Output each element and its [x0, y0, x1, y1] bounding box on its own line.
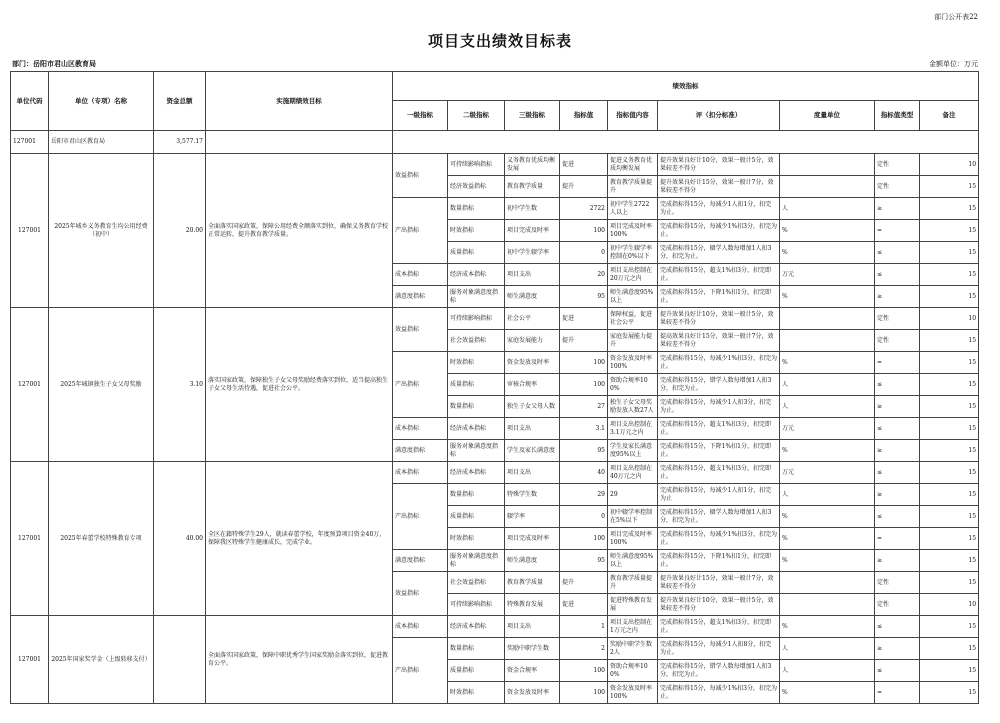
table-row: [11, 308, 979, 330]
scoring-standard-cell: 提升效果良好计10分，效果一般计5分，效果较差不得分: [658, 154, 780, 176]
scoring-standard-cell: 完成指标得15分，超支1%扣3分，扣完即止。: [658, 462, 780, 484]
indicator-value-cell: 100: [560, 374, 608, 396]
level2-indicator-cell: 质量指标: [448, 660, 505, 682]
indicator-content-cell: 促进特殊教育发展: [608, 594, 658, 616]
indicator-value-cell: 3.1: [560, 418, 608, 440]
level3-indicator-cell: 社会公平: [505, 308, 560, 330]
indicator-content-cell: 奖励中职学生数2人: [608, 638, 658, 660]
indicator-value-cell: 27: [560, 396, 608, 418]
indicator-content-cell: 家庭发展能力提升: [608, 330, 658, 352]
table-row: [11, 462, 979, 484]
form-number-label: 部门公开表22: [934, 13, 978, 21]
level3-indicator-cell: 特殊学生数: [505, 484, 560, 506]
level1-indicator-cell: 满意度指标: [393, 440, 448, 462]
measure-unit-cell: 人: [780, 638, 875, 660]
scoring-standard-cell: 完成指标得15分，下降1%扣1分，扣完即止。: [658, 550, 780, 572]
indicator-content-cell: 资助合规率100%: [608, 374, 658, 396]
remark-cell: 15: [920, 572, 979, 594]
value-type-cell: 定性: [875, 154, 920, 176]
indicator-value-cell: 100: [560, 352, 608, 374]
remark-cell: 15: [920, 264, 979, 286]
indicator-value-cell: 提升: [560, 330, 608, 352]
scoring-standard-cell: 完成指标得15分，每减少1人扣3分，扣完为止。: [658, 396, 780, 418]
indicator-value-cell: 促进: [560, 308, 608, 330]
value-type-cell: ≥: [875, 198, 920, 220]
indicator-content-cell: 项目支出控制在1万元之内: [608, 616, 658, 638]
measure-unit-cell: 人: [780, 396, 875, 418]
unit-amount-cell: 3,577.17: [154, 131, 206, 154]
level2-indicator-cell: 经济成本指标: [448, 418, 505, 440]
indicator-value-cell: 2: [560, 638, 608, 660]
indicator-value-cell: 促进: [560, 594, 608, 616]
indicator-value-cell: 95: [560, 550, 608, 572]
level3-indicator-cell: 义务教育优质均衡发展: [505, 154, 560, 176]
remark-cell: 15: [920, 418, 979, 440]
col-goal: 实施期绩效目标: [206, 72, 393, 131]
indicator-value-cell: 100: [560, 220, 608, 242]
value-type-cell: 定性: [875, 572, 920, 594]
scoring-standard-cell: 完成指标得15分，每减少1人扣1分，扣完为止。: [658, 198, 780, 220]
remark-cell: 15: [920, 462, 979, 484]
level2-indicator-cell: 数量指标: [448, 396, 505, 418]
value-type-cell: ≤: [875, 462, 920, 484]
project-name-cell: 2025年春蕾学校特殊教育专项: [49, 462, 154, 616]
measure-unit-cell: 人: [780, 374, 875, 396]
remark-cell: 15: [920, 220, 979, 242]
value-type-cell: 定性: [875, 330, 920, 352]
level2-indicator-cell: 经济效益指标: [448, 176, 505, 198]
measure-unit-cell: %: [780, 550, 875, 572]
indicator-content-cell: 资金发放及时率100%: [608, 682, 658, 704]
indicator-content-cell: 项目完成及时率100%: [608, 220, 658, 242]
project-goal-cell: 全面落实国家政策，保障中职优秀学生国家奖励金落实到位，促进教育公平。: [206, 616, 393, 704]
indicator-content-cell: 项目支出控制在20万元之内: [608, 264, 658, 286]
level1-indicator-cell: 成本指标: [393, 264, 448, 286]
indicator-value-cell: 29: [560, 484, 608, 506]
scoring-standard-cell: 完成指标得15分，超支1%扣3分，扣完即止。: [658, 616, 780, 638]
scoring-standard-cell: 完成指标得15分，下降1%扣1分，扣完即止。: [658, 440, 780, 462]
level2-indicator-cell: 质量指标: [448, 374, 505, 396]
level3-indicator-cell: 师生满意度: [505, 550, 560, 572]
scoring-standard-cell: 提升效果良好计15分，效果一般计7分，效果较差不得分: [658, 176, 780, 198]
scoring-standard-cell: 完成指标得15分，错学人数每增加1人扣3分，扣完为止。: [658, 374, 780, 396]
col-unit-code: 单位代码: [11, 72, 49, 131]
page-title: 项目支出绩效目标表: [427, 32, 572, 50]
project-amount-cell: [154, 616, 206, 704]
level3-indicator-cell: 项目支出: [505, 616, 560, 638]
indicator-content-cell: 29: [608, 484, 658, 506]
col-level3: 三级指标: [505, 101, 560, 131]
measure-unit-cell: [780, 594, 875, 616]
level1-indicator-cell: 成本指标: [393, 616, 448, 638]
indicator-value-cell: 提升: [560, 572, 608, 594]
empty-cell: [393, 131, 979, 154]
value-type-cell: ≤: [875, 616, 920, 638]
level2-indicator-cell: 数量指标: [448, 484, 505, 506]
project-amount-cell: 20.00: [154, 154, 206, 308]
value-type-cell: ≥: [875, 396, 920, 418]
level3-indicator-cell: 初中学生辍学率: [505, 242, 560, 264]
level1-indicator-cell: 产出指标: [393, 198, 448, 264]
measure-unit-cell: 人: [780, 660, 875, 682]
level2-indicator-cell: 时效指标: [448, 682, 505, 704]
level1-indicator-cell: 产出指标: [393, 484, 448, 550]
indicator-content-cell: 初中学生2722人以上: [608, 198, 658, 220]
scoring-standard-cell: 完成指标得15分，错学人数每增加1人扣3分，扣完为止。: [658, 660, 780, 682]
remark-cell: 10: [920, 154, 979, 176]
value-type-cell: ≥: [875, 484, 920, 506]
level3-indicator-cell: 家庭发展能力: [505, 330, 560, 352]
measure-unit-cell: [780, 572, 875, 594]
scoring-standard-cell: 完成指标得15分，每减少1人扣1分，扣完为止: [658, 484, 780, 506]
measure-unit-cell: [780, 176, 875, 198]
scoring-standard-cell: 完成指标得15分，超支1%扣3分，扣完即止。: [658, 264, 780, 286]
remark-cell: 15: [920, 330, 979, 352]
scoring-standard-cell: 完成指标得15分，每减少1%扣3分，扣完为止。: [658, 220, 780, 242]
measure-unit-cell: %: [780, 242, 875, 264]
scoring-standard-cell: 完成指标得15分，每减少1人扣8分，扣完为止。: [658, 638, 780, 660]
measure-unit-cell: %: [780, 506, 875, 528]
level3-indicator-cell: 项目完成及时率: [505, 528, 560, 550]
value-type-cell: 定性: [875, 594, 920, 616]
remark-cell: 15: [920, 550, 979, 572]
project-name-cell: 2025年国家奖学金（上级转移支付）: [49, 616, 154, 704]
measure-unit-cell: %: [780, 616, 875, 638]
indicator-value-cell: 95: [560, 286, 608, 308]
level3-indicator-cell: 初中学生数: [505, 198, 560, 220]
measure-unit-cell: 人: [780, 198, 875, 220]
remark-cell: 15: [920, 660, 979, 682]
level2-indicator-cell: 经济成本指标: [448, 264, 505, 286]
level2-indicator-cell: 服务对象满意度指标: [448, 286, 505, 308]
value-type-cell: 定性: [875, 176, 920, 198]
level1-indicator-cell: 效益指标: [393, 572, 448, 616]
measure-unit-cell: [780, 308, 875, 330]
level1-indicator-cell: 成本指标: [393, 462, 448, 484]
indicator-content-cell: 项目完成及时率100%: [608, 528, 658, 550]
value-type-cell: ≥: [875, 440, 920, 462]
value-type-cell: =: [875, 220, 920, 242]
remark-cell: 15: [920, 506, 979, 528]
col-measure-unit: 度量单位: [780, 101, 875, 131]
col-unit-name: 单位（专项）名称: [49, 72, 154, 131]
scoring-standard-cell: 完成指标得15分，辍学人数每增加1人扣3分，扣完为止。: [658, 506, 780, 528]
col-level2: 二级指标: [448, 101, 505, 131]
col-funds-total: 资金总额: [154, 72, 206, 131]
measure-unit-cell: 万元: [780, 264, 875, 286]
level2-indicator-cell: 可持续影响指标: [448, 308, 505, 330]
value-type-cell: 定性: [875, 308, 920, 330]
indicator-value-cell: 95: [560, 440, 608, 462]
amount-unit-label: 金额单位：万元: [929, 60, 978, 68]
project-code-cell: 127001: [11, 154, 49, 308]
level2-indicator-cell: 社会效益指标: [448, 572, 505, 594]
table-row: [11, 154, 979, 176]
value-type-cell: ≤: [875, 264, 920, 286]
project-code-cell: 127001: [11, 308, 49, 462]
indicator-value-cell: 40: [560, 462, 608, 484]
level3-indicator-cell: 项目支出: [505, 418, 560, 440]
col-value: 指标值: [560, 101, 608, 131]
remark-cell: 15: [920, 682, 979, 704]
level3-indicator-cell: 奖励中职学生数: [505, 638, 560, 660]
level2-indicator-cell: 质量指标: [448, 506, 505, 528]
level3-indicator-cell: 资金合规率: [505, 660, 560, 682]
remark-cell: 15: [920, 242, 979, 264]
remark-cell: 15: [920, 528, 979, 550]
level3-indicator-cell: 特殊教育发展: [505, 594, 560, 616]
level2-indicator-cell: 服务对象满意度指标: [448, 440, 505, 462]
table-row: [11, 616, 979, 638]
indicator-content-cell: 资助合规率100%: [608, 660, 658, 682]
project-amount-cell: 40.00: [154, 462, 206, 616]
indicator-content-cell: 保障权益，促进社会公平: [608, 308, 658, 330]
level1-indicator-cell: 效益指标: [393, 154, 448, 198]
indicator-content-cell: 学生及家长满意度95%以上: [608, 440, 658, 462]
value-type-cell: ≤: [875, 506, 920, 528]
level2-indicator-cell: 可持续影响指标: [448, 594, 505, 616]
remark-cell: 10: [920, 594, 979, 616]
project-code-cell: 127001: [11, 462, 49, 616]
level3-indicator-cell: 项目支出: [505, 462, 560, 484]
measure-unit-cell: 人: [780, 484, 875, 506]
col-remark: 备注: [920, 101, 979, 131]
scoring-standard-cell: 完成指标得15分，每减少1%扣3分，扣完为止。: [658, 352, 780, 374]
level2-indicator-cell: 数量指标: [448, 638, 505, 660]
project-name-cell: 2025年城镇独生子女父母奖励: [49, 308, 154, 462]
indicator-content-cell: 师生满意度95%以上: [608, 550, 658, 572]
indicator-value-cell: 1: [560, 616, 608, 638]
measure-unit-cell: %: [780, 352, 875, 374]
indicator-content-cell: 初中辍学率控制在5%以下: [608, 506, 658, 528]
project-code-cell: 127001: [11, 616, 49, 704]
scoring-standard-cell: 完成指标得15分，每减少1%扣3分，扣完为止。: [658, 682, 780, 704]
level3-indicator-cell: 独生子女父母人数: [505, 396, 560, 418]
level2-indicator-cell: 数量指标: [448, 198, 505, 220]
scoring-standard-cell: 完成指标得15分，每减少1%扣3分，扣完为止。: [658, 528, 780, 550]
measure-unit-cell: 万元: [780, 418, 875, 440]
remark-cell: 15: [920, 286, 979, 308]
measure-unit-cell: %: [780, 682, 875, 704]
value-type-cell: =: [875, 352, 920, 374]
level2-indicator-cell: 时效指标: [448, 528, 505, 550]
level1-indicator-cell: 效益指标: [393, 308, 448, 352]
indicator-value-cell: 0: [560, 242, 608, 264]
scoring-standard-cell: 完成指标得15分，超支1%扣3分，扣完即止。: [658, 418, 780, 440]
level1-indicator-cell: 产出指标: [393, 638, 448, 704]
indicator-content-cell: 教育教学质量提升: [608, 176, 658, 198]
project-goal-cell: 落实国家政策，保障独生子女父母奖励经费落实到位，适当提高独生子女父母生活待遇，促进社会公平。: [206, 308, 393, 462]
col-value-type: 指标值类型: [875, 101, 920, 131]
indicator-value-cell: 0: [560, 506, 608, 528]
unit-summary-row: [11, 131, 979, 154]
remark-cell: 15: [920, 374, 979, 396]
level3-indicator-cell: 资金发放及时率: [505, 682, 560, 704]
indicator-content-cell: 促进义务教育优质均衡发展: [608, 154, 658, 176]
value-type-cell: =: [875, 682, 920, 704]
project-goal-cell: 全区在籍特殊学生29人，就读春蕾学校，年度预算项目资金40万，保障我区特殊学生健康成长，完成学业。: [206, 462, 393, 616]
unit-name-cell: 岳阳市君山区教育局: [49, 131, 154, 154]
col-value-content: 指标值内容: [608, 101, 658, 131]
unit-code-cell: 127001: [11, 131, 49, 154]
scoring-standard-cell: 提升效果良好计10分，效果一般计5分，效果较差不得分: [658, 308, 780, 330]
indicator-content-cell: 师生满意度95%以上: [608, 286, 658, 308]
level2-indicator-cell: 质量指标: [448, 242, 505, 264]
value-type-cell: ≤: [875, 242, 920, 264]
remark-cell: 15: [920, 616, 979, 638]
value-type-cell: ≥: [875, 550, 920, 572]
level1-indicator-cell: 产出指标: [393, 352, 448, 418]
level2-indicator-cell: 时效指标: [448, 352, 505, 374]
remark-cell: 15: [920, 440, 979, 462]
project-amount-cell: 3.10: [154, 308, 206, 462]
indicator-value-cell: 100: [560, 528, 608, 550]
level2-indicator-cell: 服务对象满意度指标: [448, 550, 505, 572]
value-type-cell: ≤: [875, 418, 920, 440]
indicator-value-cell: 促进: [560, 154, 608, 176]
scoring-standard-cell: 完成指标得15分，辍学人数每增加1人扣3分，扣完为止。: [658, 242, 780, 264]
measure-unit-cell: %: [780, 220, 875, 242]
level1-indicator-cell: 成本指标: [393, 418, 448, 440]
measure-unit-cell: %: [780, 440, 875, 462]
level3-indicator-cell: 师生满意度: [505, 286, 560, 308]
measure-unit-cell: %: [780, 528, 875, 550]
col-level1: 一级指标: [393, 101, 448, 131]
remark-cell: 15: [920, 352, 979, 374]
indicator-content-cell: 教育教学质量提升: [608, 572, 658, 594]
indicator-value-cell: 20: [560, 264, 608, 286]
indicator-value-cell: 100: [560, 682, 608, 704]
value-type-cell: =: [875, 528, 920, 550]
scoring-standard-cell: 完成指标得15分，下降1%扣1分，扣完即止。: [658, 286, 780, 308]
indicator-value-cell: 100: [560, 660, 608, 682]
level3-indicator-cell: 学生及家长满意度: [505, 440, 560, 462]
level2-indicator-cell: 社会效益指标: [448, 330, 505, 352]
performance-target-table: [10, 71, 979, 704]
level2-indicator-cell: 时效指标: [448, 220, 505, 242]
level3-indicator-cell: 项目完成及时率: [505, 220, 560, 242]
measure-unit-cell: 万元: [780, 462, 875, 484]
level3-indicator-cell: 项目支出: [505, 264, 560, 286]
remark-cell: 15: [920, 198, 979, 220]
indicator-content-cell: 资金发放及时率100%: [608, 352, 658, 374]
value-type-cell: ≥: [875, 638, 920, 660]
level1-indicator-cell: 满意度指标: [393, 286, 448, 308]
indicator-content-cell: 项目支出控制在40万元之内: [608, 462, 658, 484]
empty-cell: [206, 131, 393, 154]
indicator-value-cell: 2722: [560, 198, 608, 220]
col-perf-indicators: 绩效指标: [393, 72, 979, 101]
level3-indicator-cell: 教育教学质量: [505, 176, 560, 198]
level3-indicator-cell: 辍学率: [505, 506, 560, 528]
indicator-content-cell: 独生子女父母奖励发放人数27人: [608, 396, 658, 418]
department-label: 部门：岳阳市君山区教育局: [12, 59, 96, 68]
level2-indicator-cell: 可持续影响指标: [448, 154, 505, 176]
level2-indicator-cell: 经济成本指标: [448, 462, 505, 484]
col-scoring: 评（扣分标准）: [658, 101, 780, 131]
project-goal-cell: 全面落实国家政策，保障公用经费全额落实到位，确保义务教育学校正常运转，提升教育教学质量。: [206, 154, 393, 308]
scoring-standard-cell: 提升效果良好计15分，效果一般计7分，效果较差不得分: [658, 572, 780, 594]
scoring-standard-cell: 提升效果良好计10分，效果一般计5分，效果较差不得分: [658, 594, 780, 616]
measure-unit-cell: [780, 330, 875, 352]
level3-indicator-cell: 审核合规率: [505, 374, 560, 396]
scoring-standard-cell: 提高效果良好计15分，效果一般计7分，效果较差不得分: [658, 330, 780, 352]
indicator-value-cell: 提升: [560, 176, 608, 198]
indicator-content-cell: 项目支出控制在3.1万元之内: [608, 418, 658, 440]
level1-indicator-cell: 满意度指标: [393, 550, 448, 572]
remark-cell: 15: [920, 396, 979, 418]
level3-indicator-cell: 资金发放及时率: [505, 352, 560, 374]
remark-cell: 10: [920, 308, 979, 330]
measure-unit-cell: [780, 154, 875, 176]
remark-cell: 15: [920, 638, 979, 660]
value-type-cell: ≥: [875, 286, 920, 308]
project-name-cell: 2025年城乡义务教育生均公用经费（初中）: [49, 154, 154, 308]
indicator-content-cell: 初中学生辍学率控制在0%以下: [608, 242, 658, 264]
value-type-cell: ≤: [875, 660, 920, 682]
level3-indicator-cell: 教育教学质量: [505, 572, 560, 594]
measure-unit-cell: %: [780, 286, 875, 308]
remark-cell: 15: [920, 484, 979, 506]
level2-indicator-cell: 经济成本指标: [448, 616, 505, 638]
value-type-cell: ≤: [875, 374, 920, 396]
remark-cell: 15: [920, 176, 979, 198]
